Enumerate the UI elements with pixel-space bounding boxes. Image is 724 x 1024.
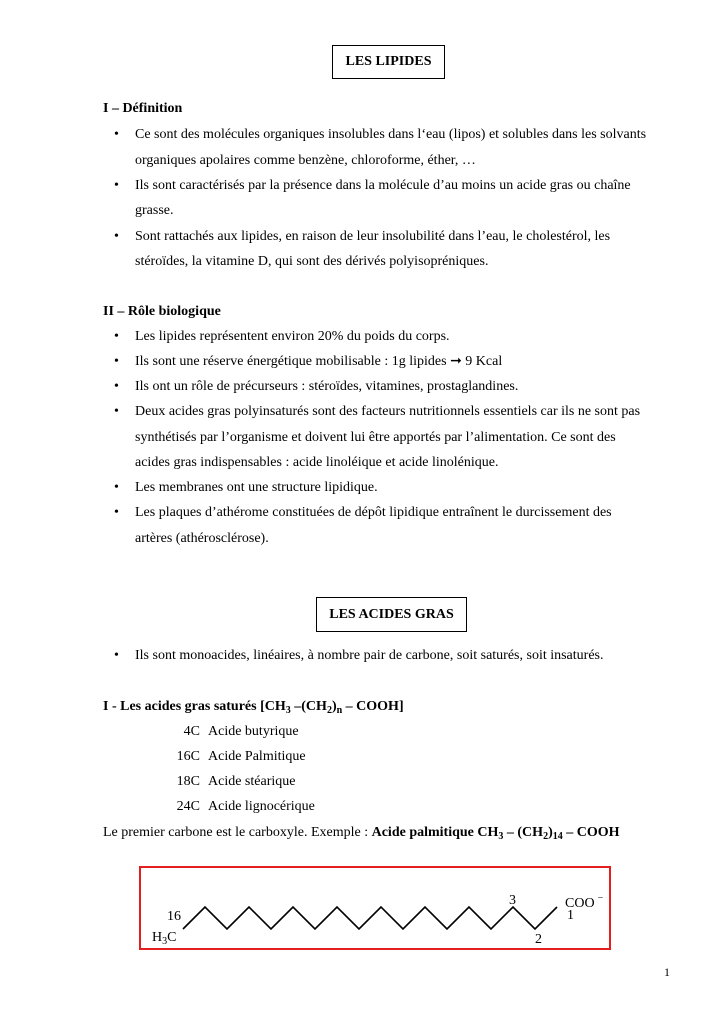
acides-gras-title	[316, 597, 467, 632]
bullet-icon	[114, 505, 122, 513]
h3c-c: C	[167, 930, 177, 945]
charge-superscript: −	[597, 893, 604, 904]
bullet-icon	[114, 229, 122, 237]
formula-text: – (CH	[503, 825, 544, 840]
bullet-icon	[114, 178, 122, 186]
definition-item-2-line-1: Ils sont caractérisés par la présence dans la molécule d’au moins un acide gras ou chaîne	[135, 178, 631, 193]
coo-text: COO	[565, 896, 595, 911]
saturated-heading	[103, 699, 404, 715]
acid-name: Acide stéarique	[208, 774, 296, 789]
saturated-heading-text: I - Les acides gras saturés [CH	[103, 699, 286, 714]
subscript: 2	[326, 705, 332, 716]
carbon-2-label: 2	[535, 932, 542, 947]
role-item-3: Ils ont un rôle de précurseurs : stéroïdes, vitamines, prostaglandines.	[135, 379, 519, 394]
acid-carbon-count: 18C	[176, 774, 200, 789]
definition-item-1-line-1: Ce sont des molécules organiques insolubles dans l‘eau (lipos) et solubles dans les solvants	[135, 127, 647, 142]
subscript: 14	[552, 831, 563, 842]
bullet-icon	[114, 329, 122, 337]
saturated-heading-text: )	[331, 699, 337, 714]
carbon-16-label: 16	[167, 909, 181, 924]
subscript: n	[336, 705, 343, 716]
acid-name: Acide lignocérique	[208, 799, 315, 814]
bullet-icon	[114, 480, 122, 488]
subscript: 2	[543, 831, 549, 842]
subscript: 3	[162, 936, 168, 947]
role-item-1: Les lipides représentent environ 20% du poids du corps.	[135, 329, 450, 344]
role-item-4-line-1: Deux acides gras polyinsaturés sont des facteurs nutritionnels essentiels car ils ne sont pas	[135, 404, 641, 419]
main-title	[332, 45, 445, 79]
acid-name: Acide Palmitique	[208, 749, 306, 764]
definition-item-3-line-2: stéroïdes, la vitamine D, qui sont des dérivés polyisopréniques.	[135, 254, 489, 269]
acid-carbon-count: 4C	[183, 724, 200, 739]
subscript: 3	[498, 831, 504, 842]
formula-text: Acide palmitique CH	[371, 825, 499, 840]
acid-carbon-count: 16C	[176, 749, 200, 764]
formula-text: – COOH	[562, 825, 620, 840]
role-item-5: Les membranes ont une structure lipidique.	[135, 480, 378, 495]
bullet-icon	[114, 127, 122, 135]
definition-item-1-line-2: organiques apolaires comme benzène, chloroforme, éther, …	[135, 153, 476, 168]
acides-gras-title-text: LES ACIDES GRAS	[329, 607, 454, 622]
arrow-right-icon: ➞	[450, 354, 462, 369]
bullet-icon	[114, 648, 122, 656]
example-formula	[372, 825, 620, 840]
carbon-1-label: 1	[567, 908, 574, 923]
definition-item-3-line-1: Sont rattachés aux lipides, en raison de leur insolubilité dans l’eau, le cholestérol, les	[135, 229, 611, 244]
role-item-4-line-3: acides gras indispensables : acide linoléique et acide linolénique.	[135, 455, 499, 470]
definition-item-2-line-2: grasse.	[135, 203, 174, 218]
h3c-label	[152, 930, 176, 946]
page-number: 1	[664, 965, 670, 979]
acides-gras-item: Ils sont monoacides, linéaires, à nombre pair de carbone, soit saturés, soit insaturés.	[135, 648, 604, 663]
saturated-heading-text: – COOH]	[342, 699, 404, 714]
bullet-icon	[114, 404, 122, 412]
role-item-2-text: Ils sont une réserve énergétique mobilisable : 1g lipides	[135, 354, 447, 369]
role-item-6-line-2: artères (athérosclérose).	[135, 531, 269, 546]
role-item-2-value: 9 Kcal	[465, 354, 503, 369]
formula-text: )	[548, 825, 553, 840]
subscript: 3	[285, 705, 291, 716]
bullet-icon	[114, 379, 122, 387]
example-text: Le premier carbone est le carboxyle. Exemple :	[103, 825, 372, 840]
role-item-4-line-2: synthétisés par l’organisme et doivent lui être apportés par l’alimentation. Ce sont des	[135, 430, 616, 445]
carbon-3-label: 3	[509, 893, 516, 908]
h3c-h: H	[152, 930, 163, 945]
role-item-6-line-1: Les plaques d’athérome constituées de dépôt lipidique entraînent le durcissement des	[135, 505, 612, 520]
acid-carbon-count: 24C	[176, 799, 200, 814]
role-item-2	[135, 354, 502, 370]
saturated-heading-text: –(CH	[290, 699, 327, 714]
acid-name: Acide butyrique	[208, 724, 299, 739]
example-line	[103, 825, 620, 841]
section-definition-heading: I – Définition	[103, 101, 183, 116]
bullet-icon	[114, 354, 122, 362]
section-role-heading: II – Rôle biologique	[103, 304, 221, 319]
main-title-text: LES LIPIDES	[345, 54, 432, 69]
